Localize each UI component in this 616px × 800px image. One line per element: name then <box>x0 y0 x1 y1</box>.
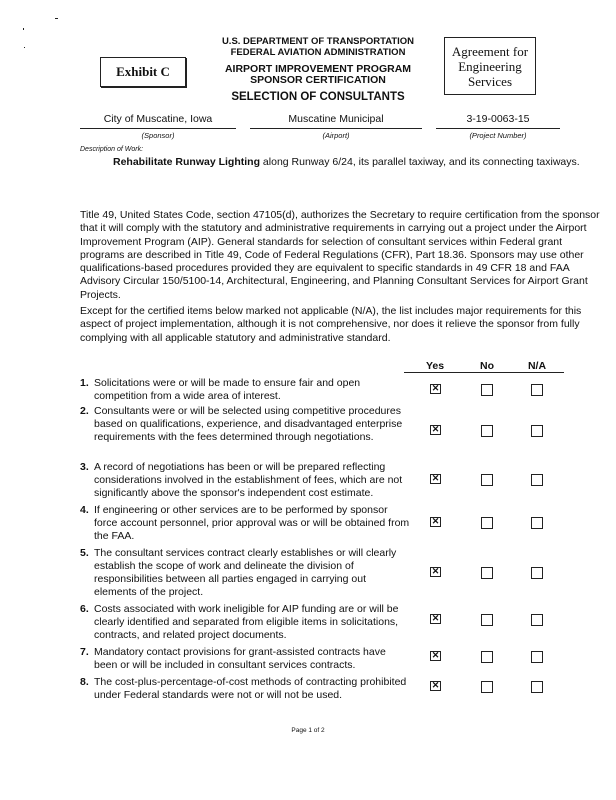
item-text: Consultants were or will be selected using competitive procedures based on qualifications, experience, and disadvantaged enterprise requirements with the fees determined through negotiations. <box>94 405 403 443</box>
item-number: 6. <box>80 603 89 615</box>
airport-value: Muscatine Municipal <box>250 113 422 129</box>
checkbox-yes[interactable]: ✕ <box>431 680 440 690</box>
checkbox-no[interactable] <box>481 567 493 579</box>
page-title: SELECTION OF CONSULTANTS <box>231 91 405 103</box>
exhibit-label: Exhibit C <box>116 64 170 79</box>
agency-line-1: U.S. DEPARTMENT OF TRANSPORTATION <box>221 36 415 47</box>
agreement-line-1: Agreement for <box>451 43 529 59</box>
airport-field <box>250 113 422 140</box>
checkbox-yes[interactable]: ✕ <box>431 650 440 660</box>
checkbox-yes[interactable]: ✕ <box>431 424 440 434</box>
agreement-line-2: Engineering <box>458 58 522 74</box>
checkbox-yes[interactable]: ✕ <box>431 566 440 576</box>
checkbox-no[interactable] <box>481 474 493 486</box>
sponsor-field <box>80 113 236 140</box>
certification-item <box>80 676 410 702</box>
program-line-2: SPONSOR CERTIFICATION <box>250 74 386 86</box>
checkbox-no[interactable] <box>481 614 493 626</box>
item-number: 8. <box>80 676 89 688</box>
certification-item <box>80 504 410 543</box>
item-text: The cost-plus-percentage-of-cost methods of contracting prohibited under Federal standards were not or will not be used. <box>94 676 407 701</box>
checkbox-na[interactable] <box>531 384 543 396</box>
checkbox-yes[interactable]: ✕ <box>431 473 440 483</box>
item-number: 3. <box>80 461 89 473</box>
agency-line-2: FEDERAL AVIATION ADMINISTRATION <box>230 47 406 58</box>
column-header-no: No <box>480 360 494 372</box>
checkbox-na[interactable] <box>531 425 543 437</box>
column-header-rule <box>404 372 564 373</box>
project-number-label: (Project Number) <box>469 131 527 140</box>
checkbox-yes[interactable]: ✕ <box>431 613 440 623</box>
agreement-line-3: Services <box>467 73 513 89</box>
item-text: A record of negotiations has been or will be prepared reflecting considerations involved in the establishment of fees, which are not significantly above the sponsor's independent cost estimate. <box>94 461 403 499</box>
description-text <box>80 155 600 169</box>
scan-artifact <box>55 18 58 19</box>
checkbox-na[interactable] <box>531 681 543 693</box>
certification-item <box>80 603 410 642</box>
certification-item <box>80 547 410 599</box>
checkbox-no[interactable] <box>481 651 493 663</box>
item-number: 1. <box>80 377 89 389</box>
description-bold: Rehabilitate Runway Lighting <box>113 156 261 168</box>
item-number: 7. <box>80 646 89 658</box>
sponsor-label: (Sponsor) <box>141 131 175 140</box>
exception-paragraph: Except for the certified items below marked not applicable (N/A), the list includes major requirements for this aspect of project implementation, although it is not comprehensive, nor does it relieve the sponsor from fully complying with all applicable statutory and administrative standard. <box>80 305 582 344</box>
certification-item <box>80 646 410 672</box>
project-number-field <box>436 113 560 140</box>
page-footer: Page 1 of 2 <box>291 727 325 734</box>
checkbox-yes[interactable]: ✕ <box>431 516 440 526</box>
authority-paragraph: Title 49, United States Code, section 47105(d), authorizes the Secretary to require certification from the sponsor that it will comply with the statutory and administrative requirements in carrying out a project under the Airport Improvement Program (AIP). General standards for selection of consultant services within Federal grant programs are described in Title 49, Code of Federal Regulations (CFR), Part 18.36. Sponsors may use other qualifications-based procedures provided they are equivalent to specific standards in 49 CFR 18 and FAA Advisory Circular 150/5100-14, Architectural, Engineering, and Planning Consultant Services for Airport Grant Projects. <box>80 209 600 301</box>
item-text: Mandatory contact provisions for grant-assisted contracts have been or will be included in consultant services contracts. <box>94 646 386 671</box>
description-rest: along Runway 6/24, its parallel taxiway, and its connecting taxiways. <box>260 156 580 168</box>
checkbox-yes[interactable]: ✕ <box>431 383 440 393</box>
item-text: If engineering or other services are to be performed by sponsor force account personnel, prior approval was or will be obtained from the FAA. <box>94 504 410 542</box>
program-line-1: AIRPORT IMPROVEMENT PROGRAM <box>224 63 412 75</box>
checkbox-no[interactable] <box>481 425 493 437</box>
item-number: 5. <box>80 547 89 559</box>
form-header <box>205 36 431 103</box>
exhibit-label-box <box>100 57 186 87</box>
project-number-value: 3-19-0063-15 <box>436 113 560 129</box>
checkbox-no[interactable] <box>481 517 493 529</box>
checkbox-no[interactable] <box>481 384 493 396</box>
scan-artifact <box>23 28 24 30</box>
sponsor-value: City of Muscatine, Iowa <box>80 113 236 129</box>
item-text: The consultant services contract clearly establishes or will clearly establish the scope of work and delineate the division of responsibilities between all parties engaged in carrying out elements of the project. <box>94 547 397 598</box>
certification-item <box>80 461 410 500</box>
scan-artifact <box>24 47 25 48</box>
item-text: Solicitations were or will be made to ensure fair and open competition from a wide area of interest. <box>94 377 361 402</box>
column-header-yes: Yes <box>425 360 445 372</box>
certification-item <box>80 377 410 403</box>
checkbox-na[interactable] <box>531 567 543 579</box>
checkbox-na[interactable] <box>531 651 543 663</box>
airport-label: (Airport) <box>322 131 350 140</box>
checkbox-na[interactable] <box>531 517 543 529</box>
agreement-box <box>444 37 536 95</box>
item-number: 2. <box>80 405 89 417</box>
description-label: Description of Work: <box>80 146 144 153</box>
checkbox-na[interactable] <box>531 614 543 626</box>
column-header-na: N/A <box>527 360 547 372</box>
item-text: Costs associated with work ineligible for AIP funding are or will be clearly identified and separated from eligible items in solicitations, contracts, and related project documents. <box>94 603 399 641</box>
certification-item <box>80 405 410 444</box>
item-number: 4. <box>80 504 89 516</box>
checkbox-na[interactable] <box>531 474 543 486</box>
checkbox-no[interactable] <box>481 681 493 693</box>
